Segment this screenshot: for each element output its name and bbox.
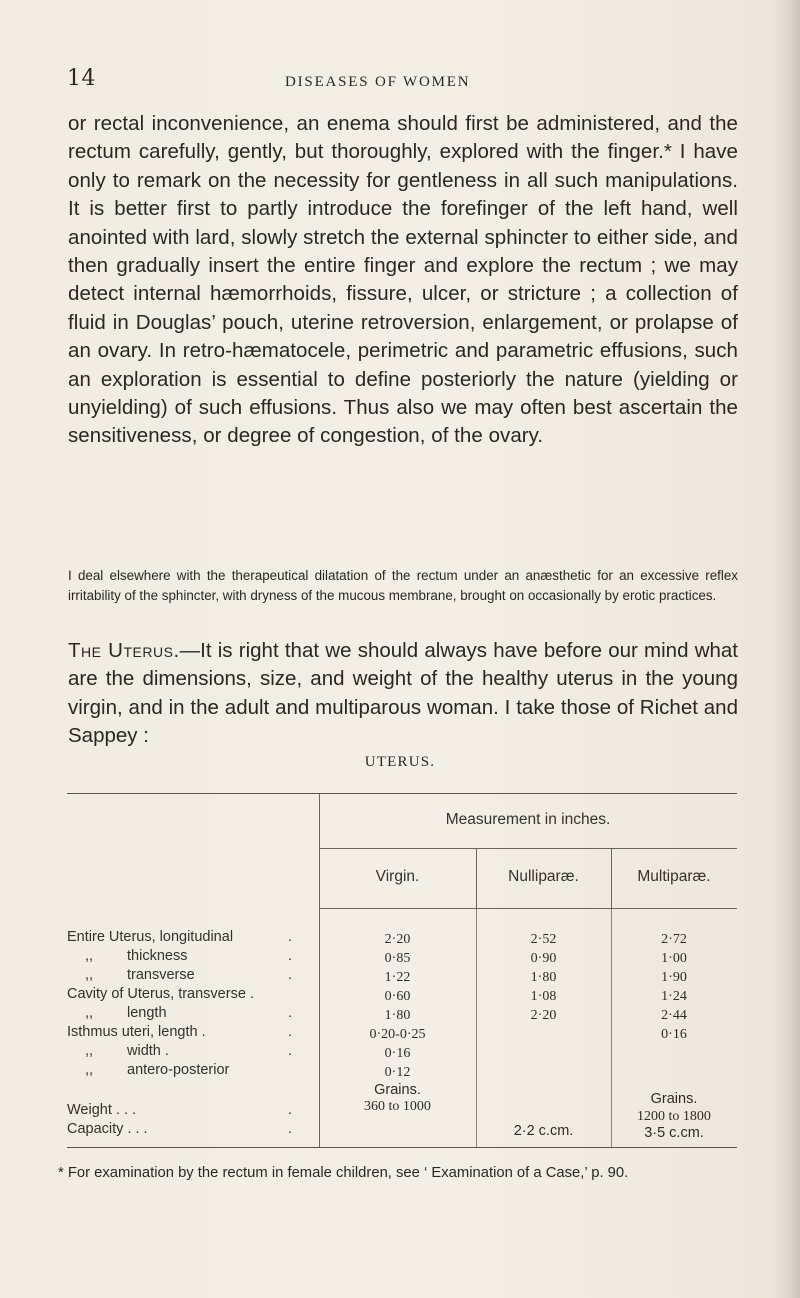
table-row-label: ,, thickness . [85, 948, 292, 964]
table-row-label: ,, transverse . [85, 967, 292, 983]
uterus-paragraph [68, 637, 738, 751]
table-row-label: Cavity of Uterus, transverse . [67, 986, 254, 1002]
small-print-paragraph [68, 566, 738, 606]
table-row-label: Weight . . . . [67, 1102, 292, 1118]
main-paragraph-text: or rectal inconvenience, an enema should first be administered, and the rectum carefully, gently, but thoroughly, explored with the finger.* I have only to remark on the necessity for gentleness in all such manipulations. It is better first to partly introduce the forefinger of the left hand, well anointed with lard, slowly stretch the external sphincter to either side, and then gradually insert the entire finger and explore the rectum ; we may detect internal hæmorrhoids, fissure, ulcer, or stricture ; a collection of fluid in Douglas’ pouch, uterine retroversion, enlargement, or prolapse of an ovary. In retro-hæmatocele, perimetric and parametric effusions, such an exploration is essential to define posteriorly the nature (yielding or unyielding) of such effusions. Thus also we may often best ascertain the sensitiveness, or degree of congestion, of the ovary. [68, 112, 738, 448]
cell-multiparae: 1200 to 1800 [637, 1109, 711, 1124]
cell-virgin: 2·20 [384, 932, 411, 947]
cell-virgin: 0·85 [384, 951, 411, 966]
cell-unit-multiparae: Grains. [650, 1091, 698, 1107]
cell-multiparae: 1·00 [661, 951, 687, 966]
cell-virgin: 360 to 1000 [364, 1099, 431, 1114]
measurement-header: Measurement in inches. [445, 811, 611, 828]
column-header-multiparae: Multiparæ. [637, 868, 711, 885]
cell-nulliparae: 0·90 [530, 951, 557, 966]
cell-virgin: 0·20-0·25 [369, 1027, 426, 1042]
table-rule-horizontal [319, 908, 737, 909]
table-row-label: Isthmus uteri, length . . [67, 1024, 292, 1040]
cell-multiparae: 3·5 c.cm. [644, 1125, 704, 1141]
table-row-label: ,, antero-posterior [85, 1062, 230, 1078]
cell-multiparae: 1·24 [661, 989, 687, 1004]
cell-nulliparae: 2·20 [530, 1008, 557, 1023]
cell-virgin: 0·60 [384, 989, 411, 1004]
cell-virgin: 0·12 [384, 1065, 411, 1080]
small-print-text: I deal elsewhere with the therapeutical dilatation of the rectum under an anæsthetic for an excessive reflex irritability of the sphincter, with dryness of the mucous membrane, brought on occasionally by erotic practices. [68, 568, 738, 603]
cell-nulliparae: 2·52 [530, 932, 557, 947]
table-row-label: ,, length . [85, 1005, 292, 1021]
cell-nulliparae: 1·80 [530, 970, 557, 985]
uterus-heading: The Uterus. [68, 639, 180, 662]
cell-nulliparae: 2·2 c.cm. [513, 1123, 574, 1139]
cell-multiparae: 1·90 [661, 970, 687, 985]
running-head: DISEASES OF WOMEN [285, 74, 471, 90]
column-header-nulliparae: Nulliparæ. [508, 868, 579, 885]
page-number: 14 [67, 66, 96, 91]
table-row-label: Capacity . . . . [67, 1121, 292, 1137]
uterus-table [67, 793, 737, 1148]
cell-virgin: 0·16 [384, 1046, 411, 1061]
column-header-virgin: Virgin. [375, 868, 420, 885]
table-title: UTERUS. [364, 754, 436, 770]
uterus-paragraph-text: —It is right that we should always have before our mind what are the dimensions, size, and weight of the healthy uterus in the young virgin, and in the adult and multiparous woman. I take those of Richet and Sappey : [68, 639, 738, 748]
table-rule-horizontal [319, 848, 737, 849]
table-row-label: ,, width . . [85, 1043, 292, 1059]
cell-virgin: 1·22 [384, 970, 411, 985]
cell-multiparae: 0·16 [661, 1027, 687, 1042]
cell-unit-virgin: Grains. [374, 1082, 421, 1098]
cell-multiparae: 2·44 [661, 1008, 687, 1023]
cell-nulliparae: 1·08 [530, 989, 557, 1004]
page-edge-shadow [770, 0, 800, 1298]
main-paragraph [68, 110, 738, 451]
table-row-label: Entire Uterus, longitudinal . [67, 929, 292, 945]
footnote: * For examination by the rectum in female children, see ‘ Examination of a Case,’ p. 90. [58, 1165, 629, 1181]
cell-multiparae: 2·72 [661, 932, 687, 947]
cell-virgin: 1·80 [384, 1008, 411, 1023]
